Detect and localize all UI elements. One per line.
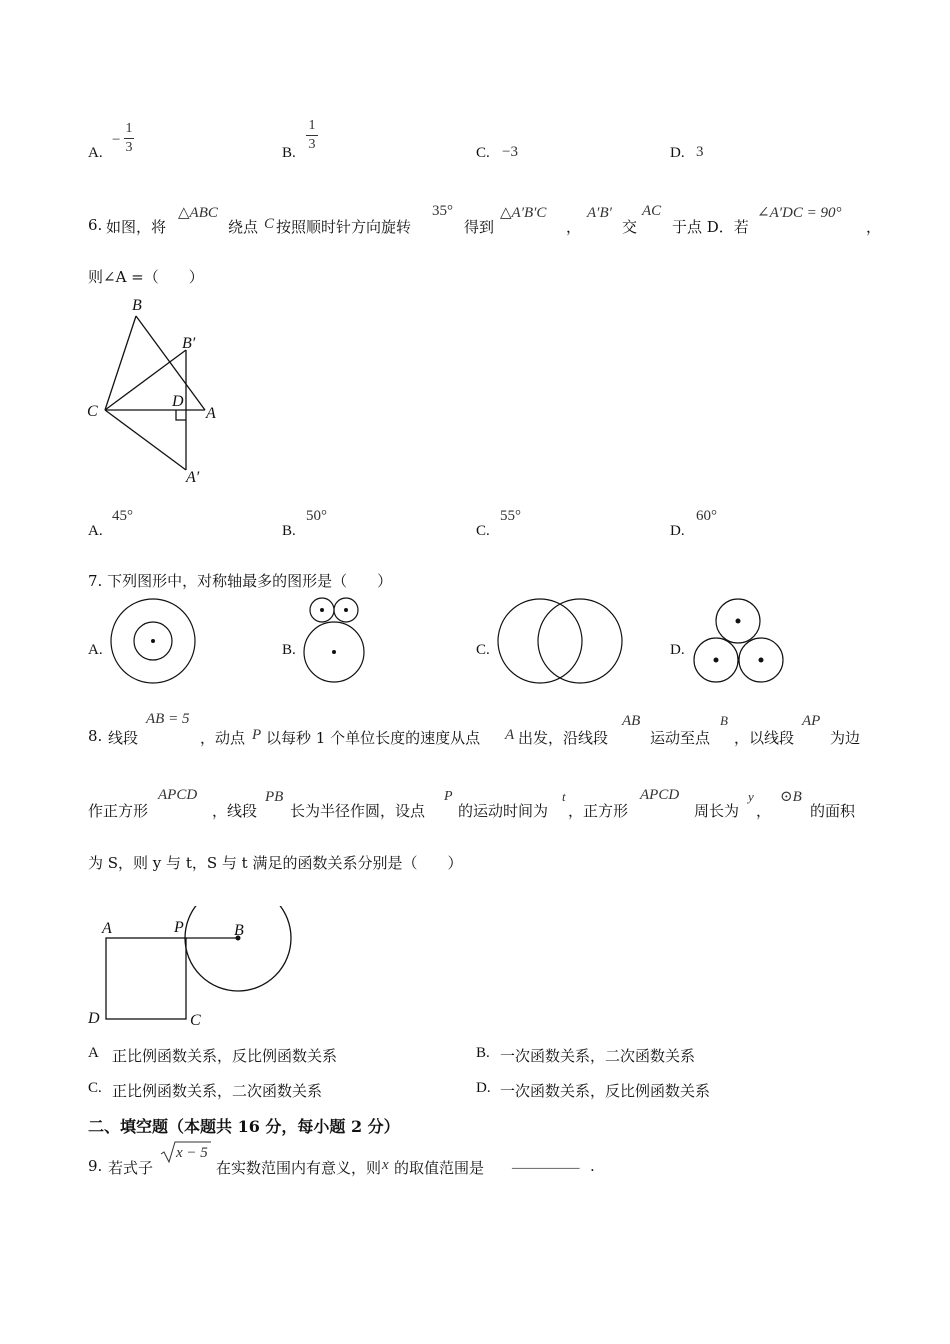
fraction-denominator: 3 (308, 137, 316, 152)
center-dot (151, 639, 155, 643)
q6-option-a-label: A. (88, 523, 103, 539)
q8-option-c-value: 正比例函数关系，二次函数关系 (112, 1082, 323, 1100)
q8-option-a-label: A (88, 1045, 99, 1061)
q9-answer-blank: _________ (512, 1155, 580, 1171)
q6-text-3: 按照顺时针方向旋转 (276, 218, 412, 236)
point-label-b-prime: B′ (182, 335, 196, 352)
q5-option-c-value: −3 (502, 144, 518, 160)
q8-line2-text-c: 长为半径作圆，设点 (290, 802, 426, 820)
q7-option-d-label: D. (670, 642, 685, 658)
q9-math-radicand: x − 5 (176, 1145, 208, 1161)
point-label-b: B (234, 922, 244, 939)
q8-option-d-value: 一次函数关系，反比例函数关系 (500, 1082, 711, 1100)
q6-option-d-label: D. (670, 523, 685, 539)
q6-text-1: 如图，将 (106, 218, 167, 236)
left-circle (498, 599, 582, 683)
q8-text-3-var: A (505, 727, 515, 743)
q5-option-b-label: B. (282, 145, 296, 161)
fraction-numerator: 1 (125, 121, 133, 136)
q8-text-4: 出发，沿线段 (518, 729, 609, 747)
q8-option-b-label: B. (476, 1045, 490, 1061)
q8-math-1: AB = 5 (146, 711, 190, 727)
q8-line2-math-5: APCD (640, 787, 680, 803)
q6-option-b-value: 50° (306, 508, 327, 524)
q6-option-d-value: 60° (696, 508, 717, 524)
square-apcd (106, 938, 186, 1019)
q5-option-b-fraction (306, 118, 318, 153)
q8-line2-math-6: y (748, 789, 754, 804)
q7-stem: 7. 下列图形中，对称轴最多的图形是（ ） (88, 572, 393, 590)
q8-line2-math-2: PB (265, 789, 284, 805)
q7-option-c-label: C. (476, 642, 490, 658)
q6-option-c-label: C. (476, 523, 490, 539)
q9-text-3: 的取值范围是 (394, 1159, 485, 1177)
q9-text-2-var: x (382, 1157, 389, 1173)
fraction-numerator: 1 (308, 118, 316, 133)
q8-line2-math-3: P (444, 789, 453, 804)
q8-line2-text-d: 的运动时间为 (458, 802, 549, 820)
q6-text-2-var: C (264, 216, 275, 232)
dot (344, 608, 348, 612)
point-label-c: C (190, 1012, 201, 1029)
right-angle-mark (176, 410, 186, 420)
point-label-p: P (174, 919, 184, 936)
q8-text-6: ，以线段 (734, 729, 795, 747)
q8-math-2: AB (622, 713, 641, 729)
q6-text-4: 得到 (464, 218, 495, 236)
q6-number: 6. (88, 216, 103, 234)
q9-number: 9. (88, 1157, 103, 1175)
q7-option-a-figure (108, 596, 200, 688)
q9-text-4: . (590, 1157, 595, 1175)
fraction-bar (124, 138, 134, 139)
q5-option-c-label: C. (476, 145, 490, 161)
q8-option-d-label: D. (476, 1080, 491, 1096)
q7-option-b-figure (300, 594, 370, 686)
q6-triangle-figure (80, 292, 230, 492)
dot (736, 619, 741, 624)
q6-math-5: AC (642, 203, 662, 219)
q8-text-5: 运动至点 (650, 729, 711, 747)
q6-math-3: △A′B′C (500, 205, 547, 221)
q8-line2-math-7: ⊙B (780, 789, 802, 805)
q6-text-8: ， (866, 218, 882, 236)
q6-option-b-label: B. (282, 523, 296, 539)
q8-option-a-value: 正比例函数关系，反比例函数关系 (112, 1047, 338, 1065)
q6-text-7: 于点 D．若 (672, 218, 749, 236)
q8-text-2: ，动点 (200, 729, 246, 747)
q6-math-2: 35° (432, 203, 453, 219)
point-label-b: B (132, 297, 142, 314)
q5-option-a-minus: − (112, 132, 121, 148)
q8-math-4: AP (802, 713, 821, 729)
dot (714, 658, 719, 663)
q7-option-c-figure (496, 596, 626, 688)
q6-option-c-value: 55° (500, 508, 521, 524)
q5-option-d-value: 3 (696, 144, 704, 160)
q6-line-2: 则∠A =（ ） (88, 268, 204, 286)
dot (332, 650, 336, 654)
segment-ba (136, 316, 205, 410)
dot (320, 608, 324, 612)
q6-text-6: 交 (622, 218, 638, 236)
q8-math-3: B (720, 713, 728, 728)
q6-math-6: ∠A′DC = 90° (757, 205, 842, 221)
q9-text-2: 在实数范围内有意义，则 (216, 1159, 382, 1177)
q7-option-b-label: B. (282, 642, 296, 658)
q8-line2-text-a: 作正方形 (88, 802, 149, 820)
q8-line2-text-h: 的面积 (810, 802, 856, 820)
q8-square-circle-figure (82, 906, 302, 1034)
q6-math-4: A′B′ (587, 205, 612, 221)
segment-cap (105, 410, 186, 470)
q5-option-a-label: A. (88, 145, 103, 161)
q8-line2-text-b: ，线段 (212, 802, 258, 820)
q8-line2-text-e: ，正方形 (568, 802, 629, 820)
q6-option-a-value: 45° (112, 508, 133, 524)
q5-option-a-fraction (124, 121, 134, 156)
q8-option-c-label: C. (88, 1080, 102, 1096)
q6-text-5: ， (566, 218, 582, 236)
point-label-d: D (88, 1010, 100, 1027)
right-circle (538, 599, 622, 683)
circle-b (185, 906, 291, 991)
q8-line2-text-f: 周长为 (694, 802, 740, 820)
fraction-bar (306, 135, 318, 136)
q8-line-3: 为 S，则 y 与 t，S 与 t 满足的函数关系分别是（ ） (88, 854, 463, 872)
segment-cb (105, 316, 136, 410)
dot (759, 658, 764, 663)
q7-option-d-figure (688, 596, 788, 688)
section-2-heading: 二、填空题（本题共 16 分，每小题 2 分） (88, 1117, 400, 1136)
point-label-a: A (206, 405, 216, 422)
q8-line2-text-g: ， (756, 802, 772, 820)
q8-number: 8. (88, 727, 103, 745)
q5-option-d-label: D. (670, 145, 685, 161)
q6-text-2: 绕点 (228, 218, 259, 236)
q8-line2-math-1: APCD (158, 787, 198, 803)
q8-text-2-var: P (252, 727, 262, 743)
point-label-d: D (172, 393, 184, 410)
point-label-a-prime: A′ (186, 469, 200, 486)
q8-text-1: 线段 (108, 729, 139, 747)
q9-text-1: 若式子 (108, 1159, 154, 1177)
q8-text-7: 为边 (830, 729, 861, 747)
q8-option-b-value: 一次函数关系，二次函数关系 (500, 1047, 696, 1065)
q8-line2-math-4: t (562, 789, 566, 804)
point-label-a: A (102, 920, 112, 937)
q7-option-a-label: A. (88, 642, 103, 658)
q8-text-3: 以每秒 1 个单位长度的速度从点 (266, 729, 481, 747)
fraction-denominator: 3 (125, 140, 133, 155)
q6-math-1: △ABC (178, 205, 218, 221)
point-label-c: C (87, 403, 98, 420)
